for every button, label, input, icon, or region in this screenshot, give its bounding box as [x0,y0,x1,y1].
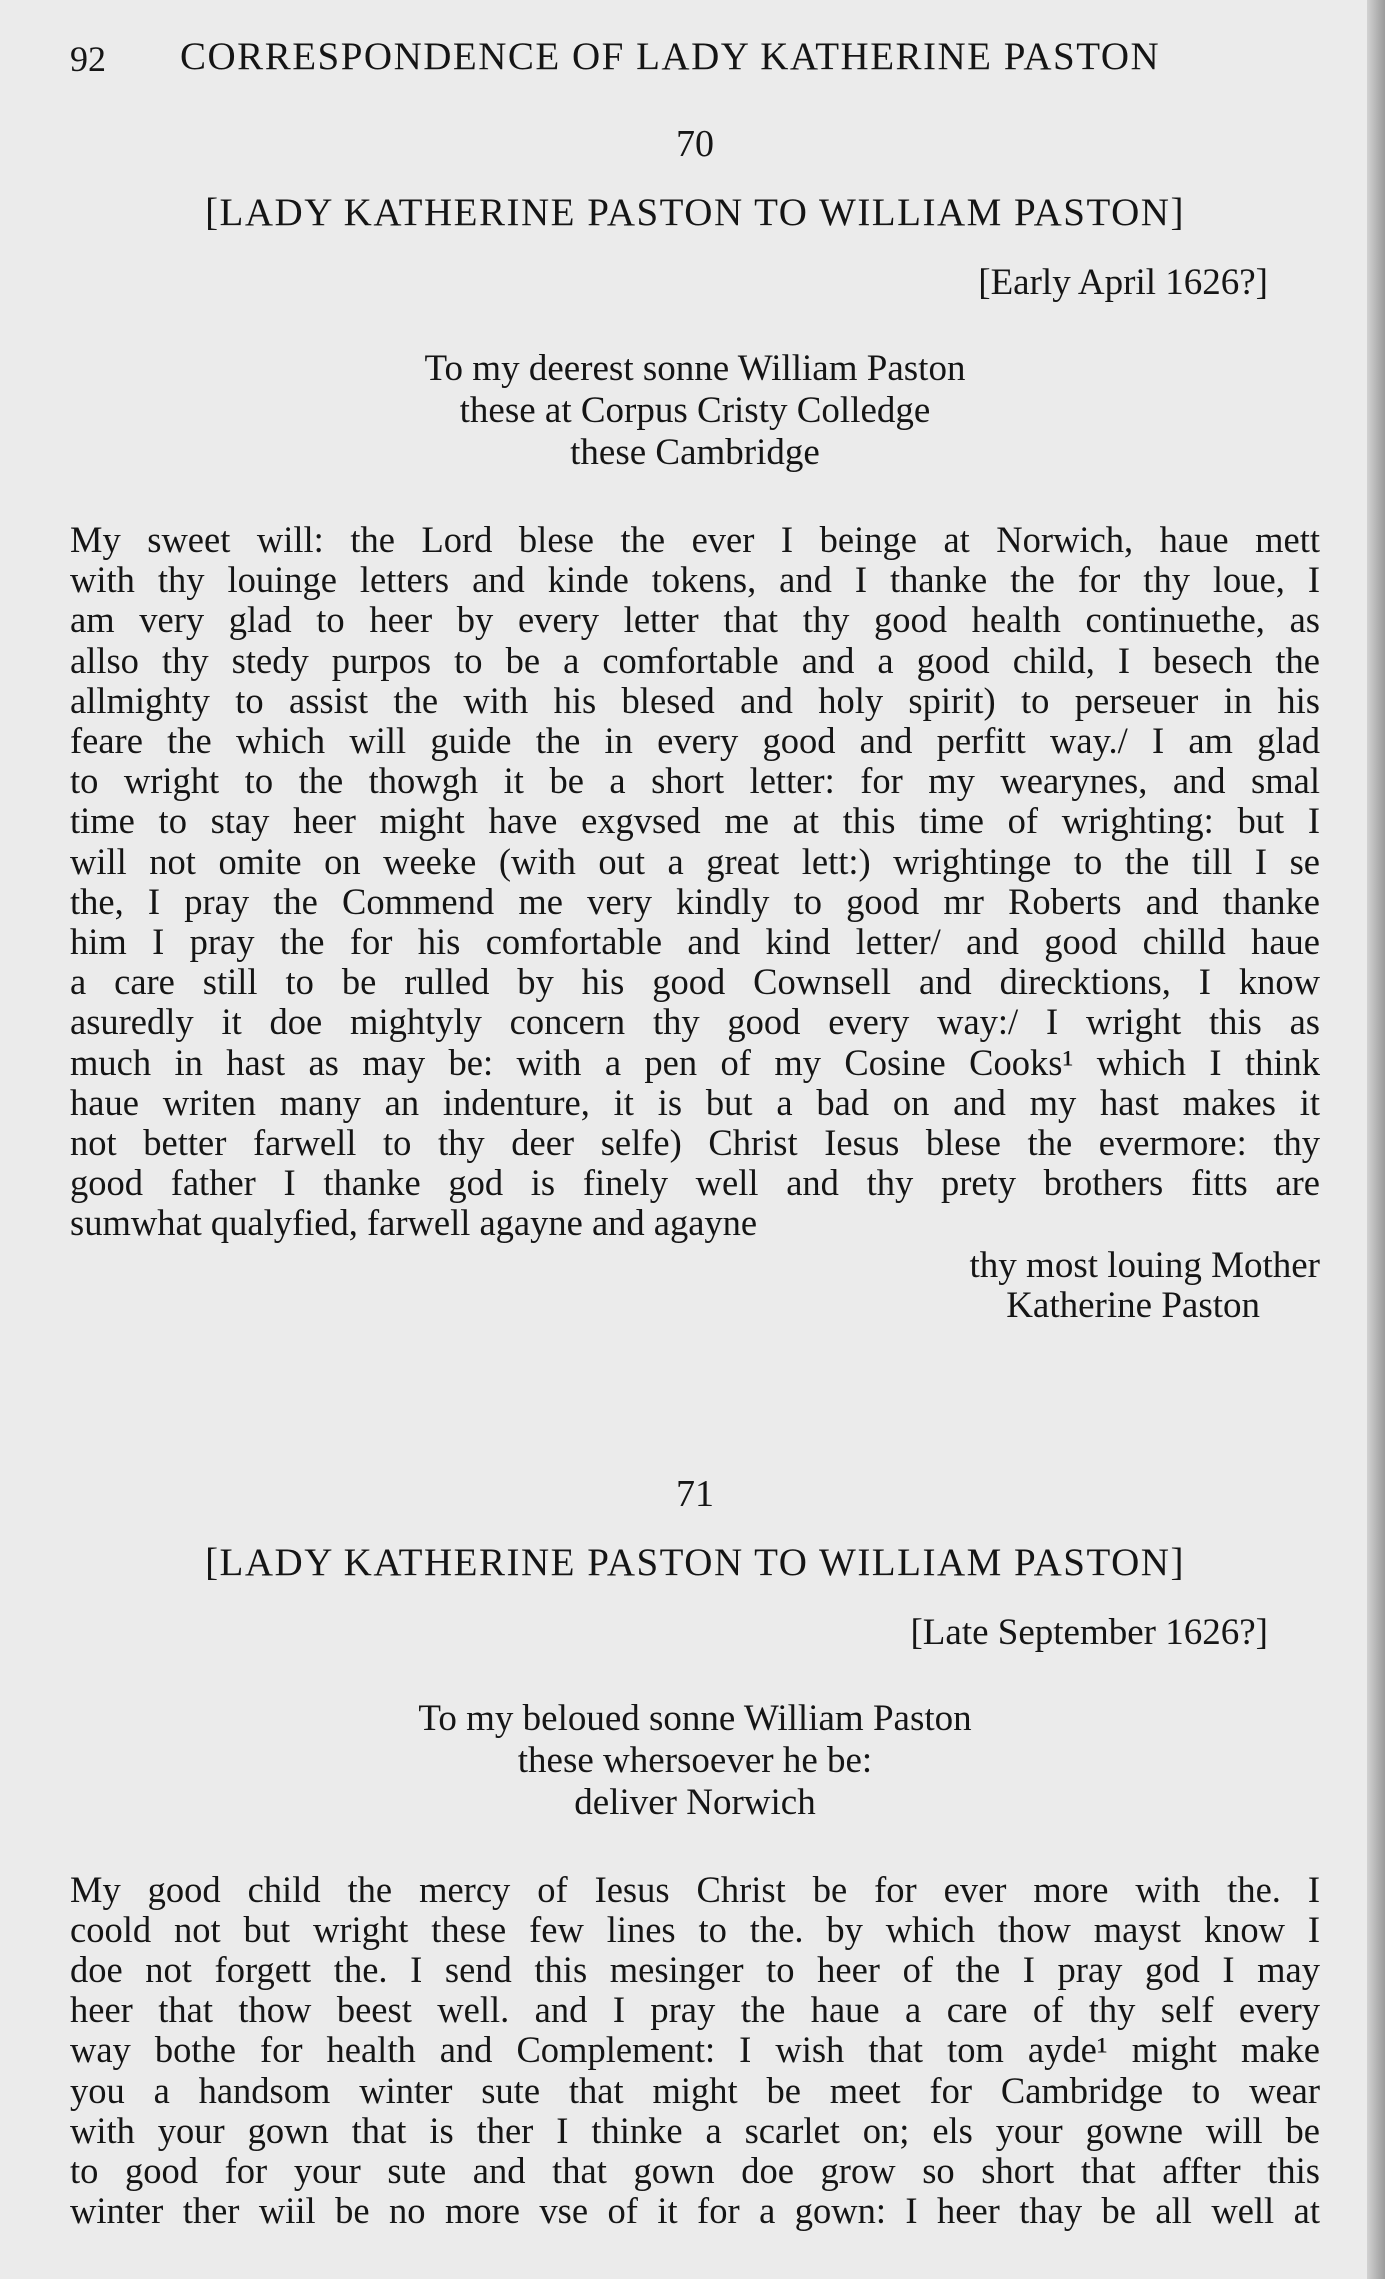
letter-address [70,348,1320,474]
body-line: My sweet will: the Lord blese the ever I beinge at Norwich, haue mett [70,519,1320,560]
signature-line: thy most louing Mother [969,1244,1320,1286]
body-line: to good for your sute and that gown doe grow so short that affter this [70,2150,1320,2192]
body-line: way bothe for health and Complement: I wish that tom ayde¹ might make [70,2029,1320,2071]
body-line: with thy louinge letters and kinde tokens, and I thanke the for thy loue, I [70,559,1320,601]
letter-address [70,1698,1320,1824]
body-line: haue writen many an indenture, it is but a bad on and my hast makes it [70,1081,1320,1123]
body-line: am very glad to heer by every letter that thy good health continuethe, as [70,599,1320,641]
letter-date: [Late September 1626?] [910,1611,1268,1653]
body-line: a care still to be rulled by his good Cownsell and direcktions, I know [70,961,1320,1003]
address-line: To my deerest sonne William Paston [424,348,966,389]
letter-number: 71 [676,1472,714,1515]
letter-body [70,520,1320,1244]
letter-title: [LADY KATHERINE PASTON TO WILLIAM PASTON] [205,191,1185,234]
signature-line: Katherine Paston [1006,1284,1260,1326]
letter-number: 70 [676,123,714,165]
address-line: deliver Norwich [574,1781,816,1823]
body-line: time to stay heer might have exgvsed me at this time of wrighting: but I [70,800,1320,842]
body-line: winter ther wiil be no more vse of it for a gown: I heer thay be all well at [70,2190,1320,2232]
page-number: 92 [70,39,106,79]
scan-edge [1367,0,1385,2279]
letter-date: [Early April 1626?] [978,262,1268,303]
body-line: allmighty to assist the with his blesed and holy spirit) to perseuer in his [70,679,1320,721]
body-line: My good child the mercy of Iesus Christ be for ever more with the. I [70,1868,1320,1910]
running-title: CORRESPONDENCE OF LADY KATHERINE PASTON [180,35,1161,78]
body-line: will not omite on weeke (with out a great lett:) wrightinge to the till I se [70,840,1320,882]
body-line: good father I thanke god is finely well and thy prety brothers fitts are [70,1162,1320,1204]
address-line: these at Corpus Cristy Colledge [459,390,931,431]
document-page [70,30,1320,2231]
address-line: these Cambridge [570,432,820,473]
body-line: feare the which will guide the in every good and perfitt way./ I am glad [70,720,1320,762]
body-line: sumwhat qualyfied, farwell agayne and agayne [70,1202,758,1244]
address-line: To my beloued sonne William Paston [418,1697,972,1739]
letter-70 [70,122,1320,1326]
body-line: doe not forgett the. I send this mesinger to heer of the I pray god I may [70,1949,1320,1991]
section-gap [70,1326,1320,1472]
running-header [70,30,1320,90]
body-line: coold not but wright these few lines to the. by which thow mayst know I [70,1908,1320,1950]
letter-body [70,1870,1320,2232]
body-line: heer that thow beest well. and I pray the haue a care of thy self every [70,1989,1320,2031]
body-line: him I pray the for his comfortable and kind letter/ and good chilld haue [70,921,1320,963]
body-line: you a handsom winter sute that might be meet for Cambridge to wear [70,2069,1320,2111]
body-line: much in hast as may be: with a pen of my Cosine Cooks¹ which I think [70,1041,1320,1083]
body-line: with your gown that is ther I thinke a scarlet on; els your gowne will be [70,2109,1320,2151]
letter-71 [70,1472,1320,2232]
body-line: the, I pray the Commend me very kindly to good mr Roberts and thanke [70,880,1320,922]
letter-title: [LADY KATHERINE PASTON TO WILLIAM PASTON] [205,1540,1185,1584]
body-line: allso thy stedy purpos to be a comfortable and a good child, I besech the [70,639,1320,681]
letter-signature [70,1246,1320,1326]
address-line: these whersoever he be: [517,1739,873,1781]
body-line: not better farwell to thy deer selfe) Christ Iesus blese the evermore: thy [70,1122,1320,1164]
body-line: asuredly it doe mightyly concern thy good every way:/ I wright this as [70,1001,1320,1043]
body-line: to wright to the thowgh it be a short letter: for my wearynes, and smal [70,760,1320,802]
